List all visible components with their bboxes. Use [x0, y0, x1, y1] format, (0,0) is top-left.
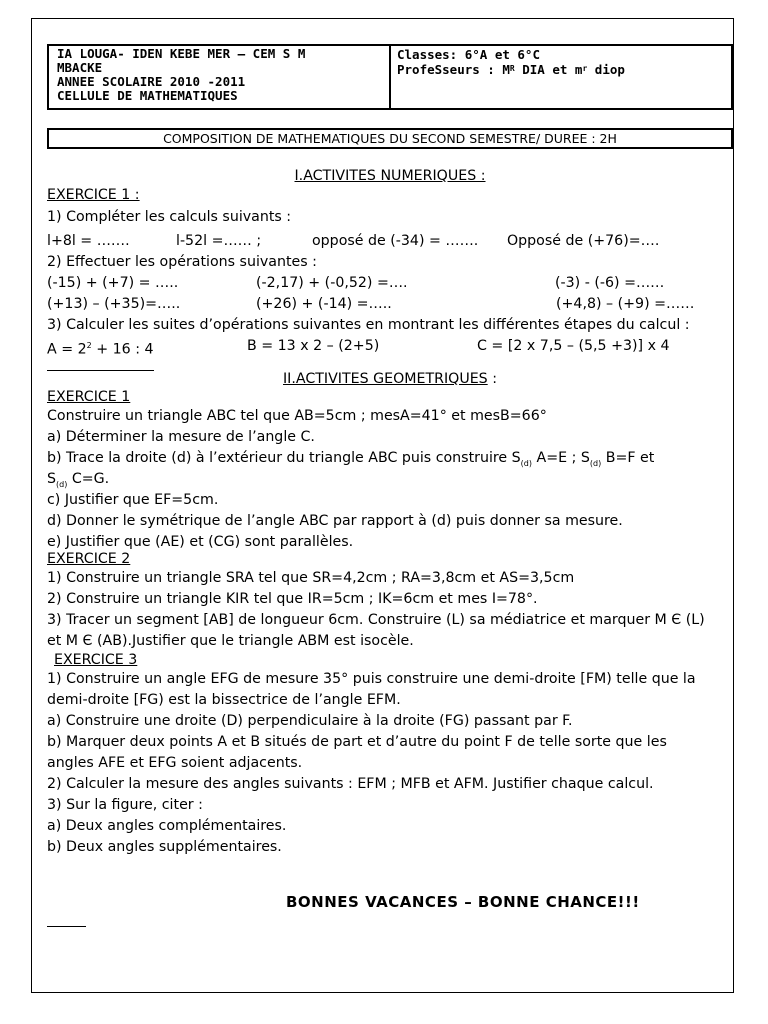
question-text: Construire un triangle ABC tel que AB=5cm ; mesA=41° et mesB=66° [47, 408, 547, 424]
part1-title: I.ACTIVITES NUMERIQUES : [294, 168, 486, 184]
question-text: e) Justifier que (AE) et (CG) sont parallèles. [47, 534, 354, 550]
question-text: 1) Compléter les calculs suivants : [47, 209, 292, 225]
exercise-title: EXERCICE 2 [47, 551, 131, 567]
question-text: a) Construire une droite (D) perpendiculaire à la droite (FG) passant par F. [47, 713, 573, 729]
exercise-title: EXERCICE 1 : [47, 187, 140, 203]
school-line: MBACKE [57, 60, 103, 75]
question-text: d) Donner le symétrique de l’angle ABC par rapport à (d) puis donner sa mesure. [47, 513, 623, 529]
question-text: demi-droite [FG) est la bissectrice de l’angle EFM. [47, 692, 401, 708]
school-line: IA LOUGA- IDEN KEBE MER – CEM S M [57, 46, 306, 61]
school-info [49, 46, 391, 108]
question-text: 3) Calculer les suites d’opérations suivantes en montrant les différentes étapes du calcul : [47, 317, 690, 333]
question-text: b) Marquer deux points A et B situés de part et d’autre du point F de telle sorte que les [47, 734, 667, 750]
question-text: c) Justifier que EF=5cm. [47, 492, 219, 508]
question-text: a) Déterminer la mesure de l’angle C. [47, 429, 315, 445]
question-text: 1) Construire un angle EFG de mesure 35° puis construire une demi-droite [FM) telle que la [47, 671, 696, 687]
question-text: 1) Construire un triangle SRA tel que SR=4,2cm ; RA=3,8cm et AS=3,5cm [47, 570, 575, 586]
question-text: 3) Sur la figure, citer : [47, 797, 203, 813]
question-text: 2) Construire un triangle KIR tel que IR=5cm ; IK=6cm et mes I=78°. [47, 591, 538, 607]
header-table [47, 44, 733, 110]
question-text: b) Deux angles supplémentaires. [47, 839, 282, 855]
question-text: $S_{(d)}$ C=G. [47, 471, 110, 489]
question-text: 3) Tracer un segment [AB] de longueur 6cm. Construire (L) sa médiatrice et marquer M Є (L) [47, 612, 705, 628]
classes: Classes: 6°A et 6°C [397, 47, 540, 62]
department: CELLULE DE MATHEMATIQUES [57, 88, 238, 103]
class-info [391, 46, 731, 108]
teachers: ProfeSseurs : $M^R$ DIA et $m^r$ diop [397, 62, 625, 77]
separator-line [47, 926, 86, 927]
part2-title: II.ACTIVITES GEOMETRIQUES : [283, 371, 497, 387]
exercise-title: EXERCICE 1 [47, 389, 131, 405]
question-text: 2) Calculer la mesure des angles suivants : EFM ; MFB et AFM. Justifier chaque calcul. [47, 776, 654, 792]
closing-message: BONNES VACANCES – BONNE CHANCE!!! [286, 893, 640, 911]
question-text: 2) Effectuer les opérations suivantes : [47, 254, 317, 270]
question-text: b) Trace la droite (d) à l’extérieur du triangle ABC puis construire $S_{(d)}$ A=E ; $S_{(d)}$ B=F et [47, 450, 655, 468]
question-text: angles AFE et EFG soient adjacents. [47, 755, 303, 771]
composition-title: COMPOSITION DE MATHEMATIQUES DU SECOND SEMESTRE/ DUREE : 2H [47, 128, 733, 149]
question-text: a) Deux angles complémentaires. [47, 818, 287, 834]
exercise-title: EXERCICE 3 [54, 652, 138, 668]
question-text: et M Є (AB).Justifier que le triangle ABM est isocèle. [47, 633, 414, 649]
school-year: ANNEE SCOLAIRE 2010 -2011 [57, 74, 246, 89]
